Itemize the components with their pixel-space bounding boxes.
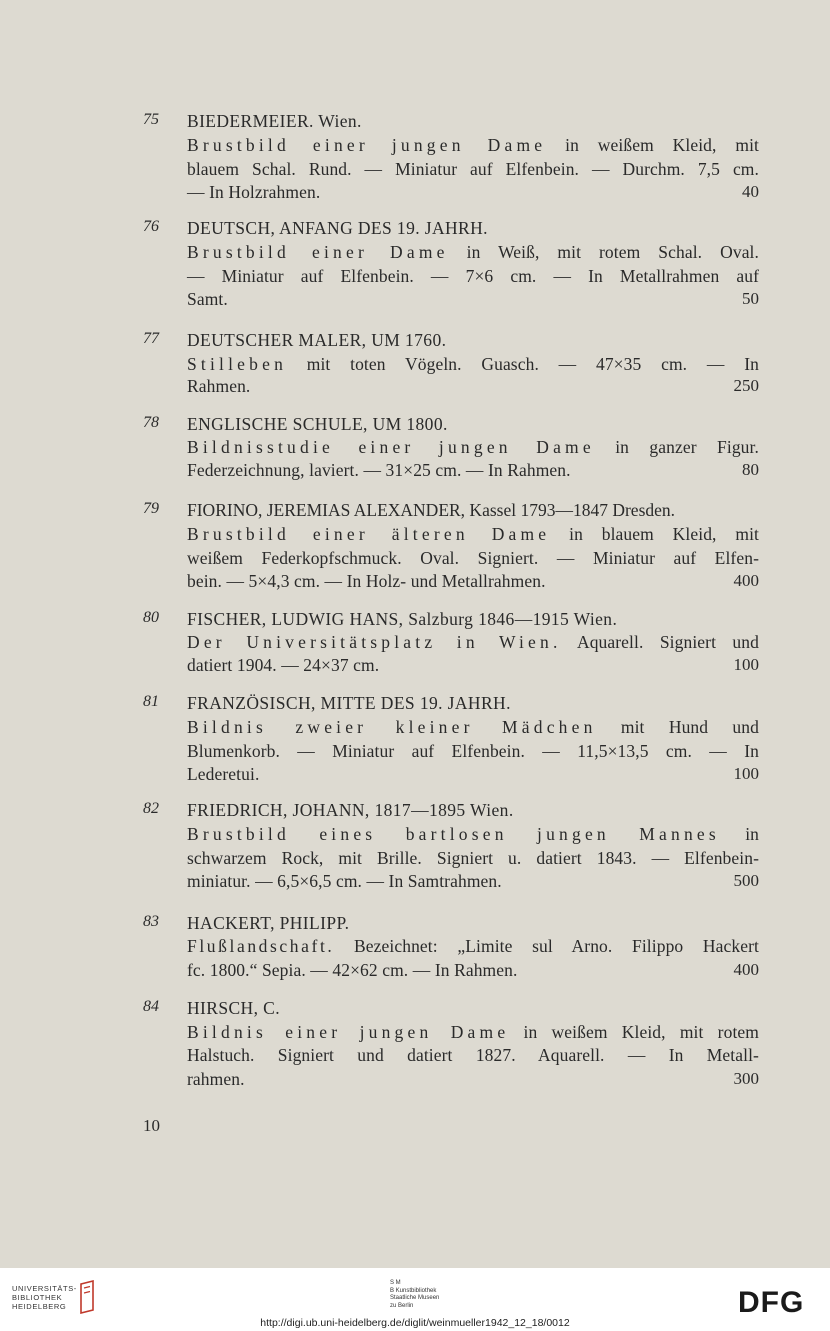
entry-line-1 bbox=[187, 135, 759, 156]
entry-title: Bildnis einer jungen Dame bbox=[187, 1022, 510, 1042]
entry-line-2: schwarzem Rock, mit Brille. Signiert u. datiert 1843. — Elfenbein- bbox=[187, 848, 759, 868]
price: 500 bbox=[733, 871, 759, 890]
entry-line-2: — Miniatur auf Elfenbein. — 7×6 cm. — In Metallrahmen auf bbox=[187, 266, 759, 286]
entry-line-2: datiert 1904. — 24×37 cm. bbox=[187, 655, 380, 675]
entry-heading: FISCHER, LUDWIG HANS, Salzburg 1846—1915 Wien. bbox=[187, 609, 618, 629]
entry-line-1-rest: Aquarell. Signiert und bbox=[576, 632, 759, 652]
entry-title: Der Universitätsplatz in Wien. bbox=[187, 632, 562, 652]
entry-line-1-rest: in bbox=[745, 824, 759, 844]
smb-line: B Kunstbibliothek bbox=[390, 1287, 437, 1294]
entry-line-1 bbox=[187, 632, 759, 653]
lot-number: 79 bbox=[143, 500, 159, 517]
lot-number: 75 bbox=[143, 111, 159, 128]
entry-line-1 bbox=[187, 354, 759, 375]
smb-line: Staatliche Museen bbox=[390, 1295, 440, 1301]
entry-line-1-rest: in weißem Kleid, mit bbox=[565, 135, 759, 155]
entry-heading: HACKERT, PHILIPP. bbox=[187, 913, 350, 933]
entry-line-1 bbox=[187, 1022, 759, 1043]
university-logo-icon bbox=[78, 1280, 98, 1314]
entry-line-1 bbox=[187, 437, 759, 458]
entry-title: Bildnisstudie einer jungen Dame bbox=[187, 437, 595, 457]
entry-heading: DEUTSCH, ANFANG DES 19. JAHRH. bbox=[187, 218, 488, 238]
price: 40 bbox=[742, 182, 759, 201]
museum-library-name bbox=[390, 1280, 439, 1310]
entry-line-1-rest: in weißem Kleid, mit rotem bbox=[523, 1022, 759, 1042]
entry-line-1 bbox=[187, 524, 759, 545]
university-library-name bbox=[12, 1284, 77, 1311]
entry-heading: ENGLISCHE SCHULE, UM 1800. bbox=[187, 414, 448, 434]
lot-number: 81 bbox=[143, 693, 159, 710]
entry-line-2: Blumenkorb. — Miniatur auf Elfenbein. — 11,5×13,5 cm. — In bbox=[187, 741, 759, 761]
price: 100 bbox=[733, 655, 759, 674]
entry-line-1-rest: in ganzer Figur. bbox=[615, 437, 759, 457]
lot-number: 84 bbox=[143, 998, 159, 1015]
entry-line-2: blauem Schal. Rund. — Miniatur auf Elfenbein. — Durchm. 7,5 cm. bbox=[187, 159, 759, 179]
entry-line-2: Halstuch. Signiert und datiert 1827. Aquarell. — In Metall- bbox=[187, 1045, 759, 1065]
entry-heading: FRIEDRICH, JOHANN, 1817—1895 Wien. bbox=[187, 800, 514, 820]
lot-number: 80 bbox=[143, 609, 159, 626]
entry-line-3: Samt. bbox=[187, 289, 228, 309]
entry-line-1 bbox=[187, 242, 759, 263]
entry-line-2: Federzeichnung, laviert. — 31×25 cm. — In Rahmen. bbox=[187, 460, 571, 480]
entry-title: Brustbild einer Dame bbox=[187, 242, 449, 262]
entry-line-1-rest: mit toten Vögeln. Guasch. — 47×35 cm. — In bbox=[306, 354, 759, 374]
entry-line-3: Lederetui. bbox=[187, 764, 260, 784]
entry-line-3: rahmen. bbox=[187, 1069, 245, 1089]
entry-title: Bildnis zweier kleiner Mädchen bbox=[187, 717, 597, 737]
price: 100 bbox=[733, 764, 759, 783]
lot-number: 76 bbox=[143, 218, 159, 235]
entry-title: Brustbild eines bartlosen jungen Mannes bbox=[187, 824, 720, 844]
entry-line-1-rest: in blauem Kleid, mit bbox=[569, 524, 759, 544]
entry-line-2: fc. 1800.“ Sepia. — 42×62 cm. — In Rahmen. bbox=[187, 960, 518, 980]
entry-line-3: miniatur. — 6,5×6,5 cm. — In Samtrahmen. bbox=[187, 871, 502, 891]
price: 400 bbox=[733, 571, 759, 590]
price: 80 bbox=[742, 460, 759, 479]
price: 300 bbox=[733, 1069, 759, 1088]
entry-heading: DEUTSCHER MALER, UM 1760. bbox=[187, 330, 447, 350]
uni-line: HEIDELBERG bbox=[12, 1302, 67, 1311]
page-number: 10 bbox=[143, 1116, 160, 1135]
lot-number: 82 bbox=[143, 800, 159, 817]
lot-number: 78 bbox=[143, 414, 159, 431]
smb-line: S M bbox=[390, 1280, 401, 1286]
entry-title: Brustbild einer jungen Dame bbox=[187, 135, 547, 155]
entry-line-1 bbox=[187, 936, 759, 957]
entry-title: Stilleben bbox=[187, 354, 288, 374]
price: 250 bbox=[733, 376, 759, 395]
entry-line-1-rest: in Weiß, mit rotem Schal. Oval. bbox=[466, 242, 759, 262]
smb-line: zu Berlin bbox=[390, 1302, 414, 1309]
entry-line-3: — In Holzrahmen. bbox=[187, 182, 321, 202]
entry-heading: FIORINO, JEREMIAS ALEXANDER, Kassel 1793—1847 Dresden. bbox=[187, 500, 676, 520]
entry-heading: HIRSCH, C. bbox=[187, 998, 280, 1018]
lot-number: 83 bbox=[143, 913, 159, 930]
dfg-logo: DFG bbox=[738, 1286, 805, 1319]
digitization-footer bbox=[0, 1268, 830, 1331]
entry-title: Brustbild einer älteren Dame bbox=[187, 524, 551, 544]
entry-line-1-rest: Bezeichnet: „Limite sul Arno. Filippo Hackert bbox=[354, 936, 759, 956]
price: 50 bbox=[742, 289, 759, 308]
entry-line-1-rest: mit Hund und bbox=[620, 717, 759, 737]
entry-title: Flußlandschaft. bbox=[187, 936, 335, 956]
entry-line-3: bein. — 5×4,3 cm. — In Holz- und Metallrahmen. bbox=[187, 571, 546, 591]
lot-number: 77 bbox=[143, 330, 159, 347]
uni-line: BIBLIOTHEK bbox=[12, 1293, 63, 1302]
entry-line-1 bbox=[187, 824, 759, 845]
source-url-link[interactable]: http://digi.ub.uni-heidelberg.de/diglit/weinmueller1942_12_18/0012 bbox=[260, 1317, 570, 1329]
price: 400 bbox=[733, 960, 759, 979]
entry-heading: FRANZÖSISCH, MITTE DES 19. JAHRH. bbox=[187, 693, 511, 713]
entry-heading: BIEDERMEIER. Wien. bbox=[187, 111, 362, 131]
entry-line-2: Rahmen. bbox=[187, 376, 251, 396]
entry-line-2: weißem Federkopfschmuck. Oval. Signiert. — Miniatur auf Elfen- bbox=[187, 548, 759, 568]
entry-line-1 bbox=[187, 717, 759, 738]
uni-line: UNIVERSITÄTS- bbox=[12, 1284, 77, 1293]
